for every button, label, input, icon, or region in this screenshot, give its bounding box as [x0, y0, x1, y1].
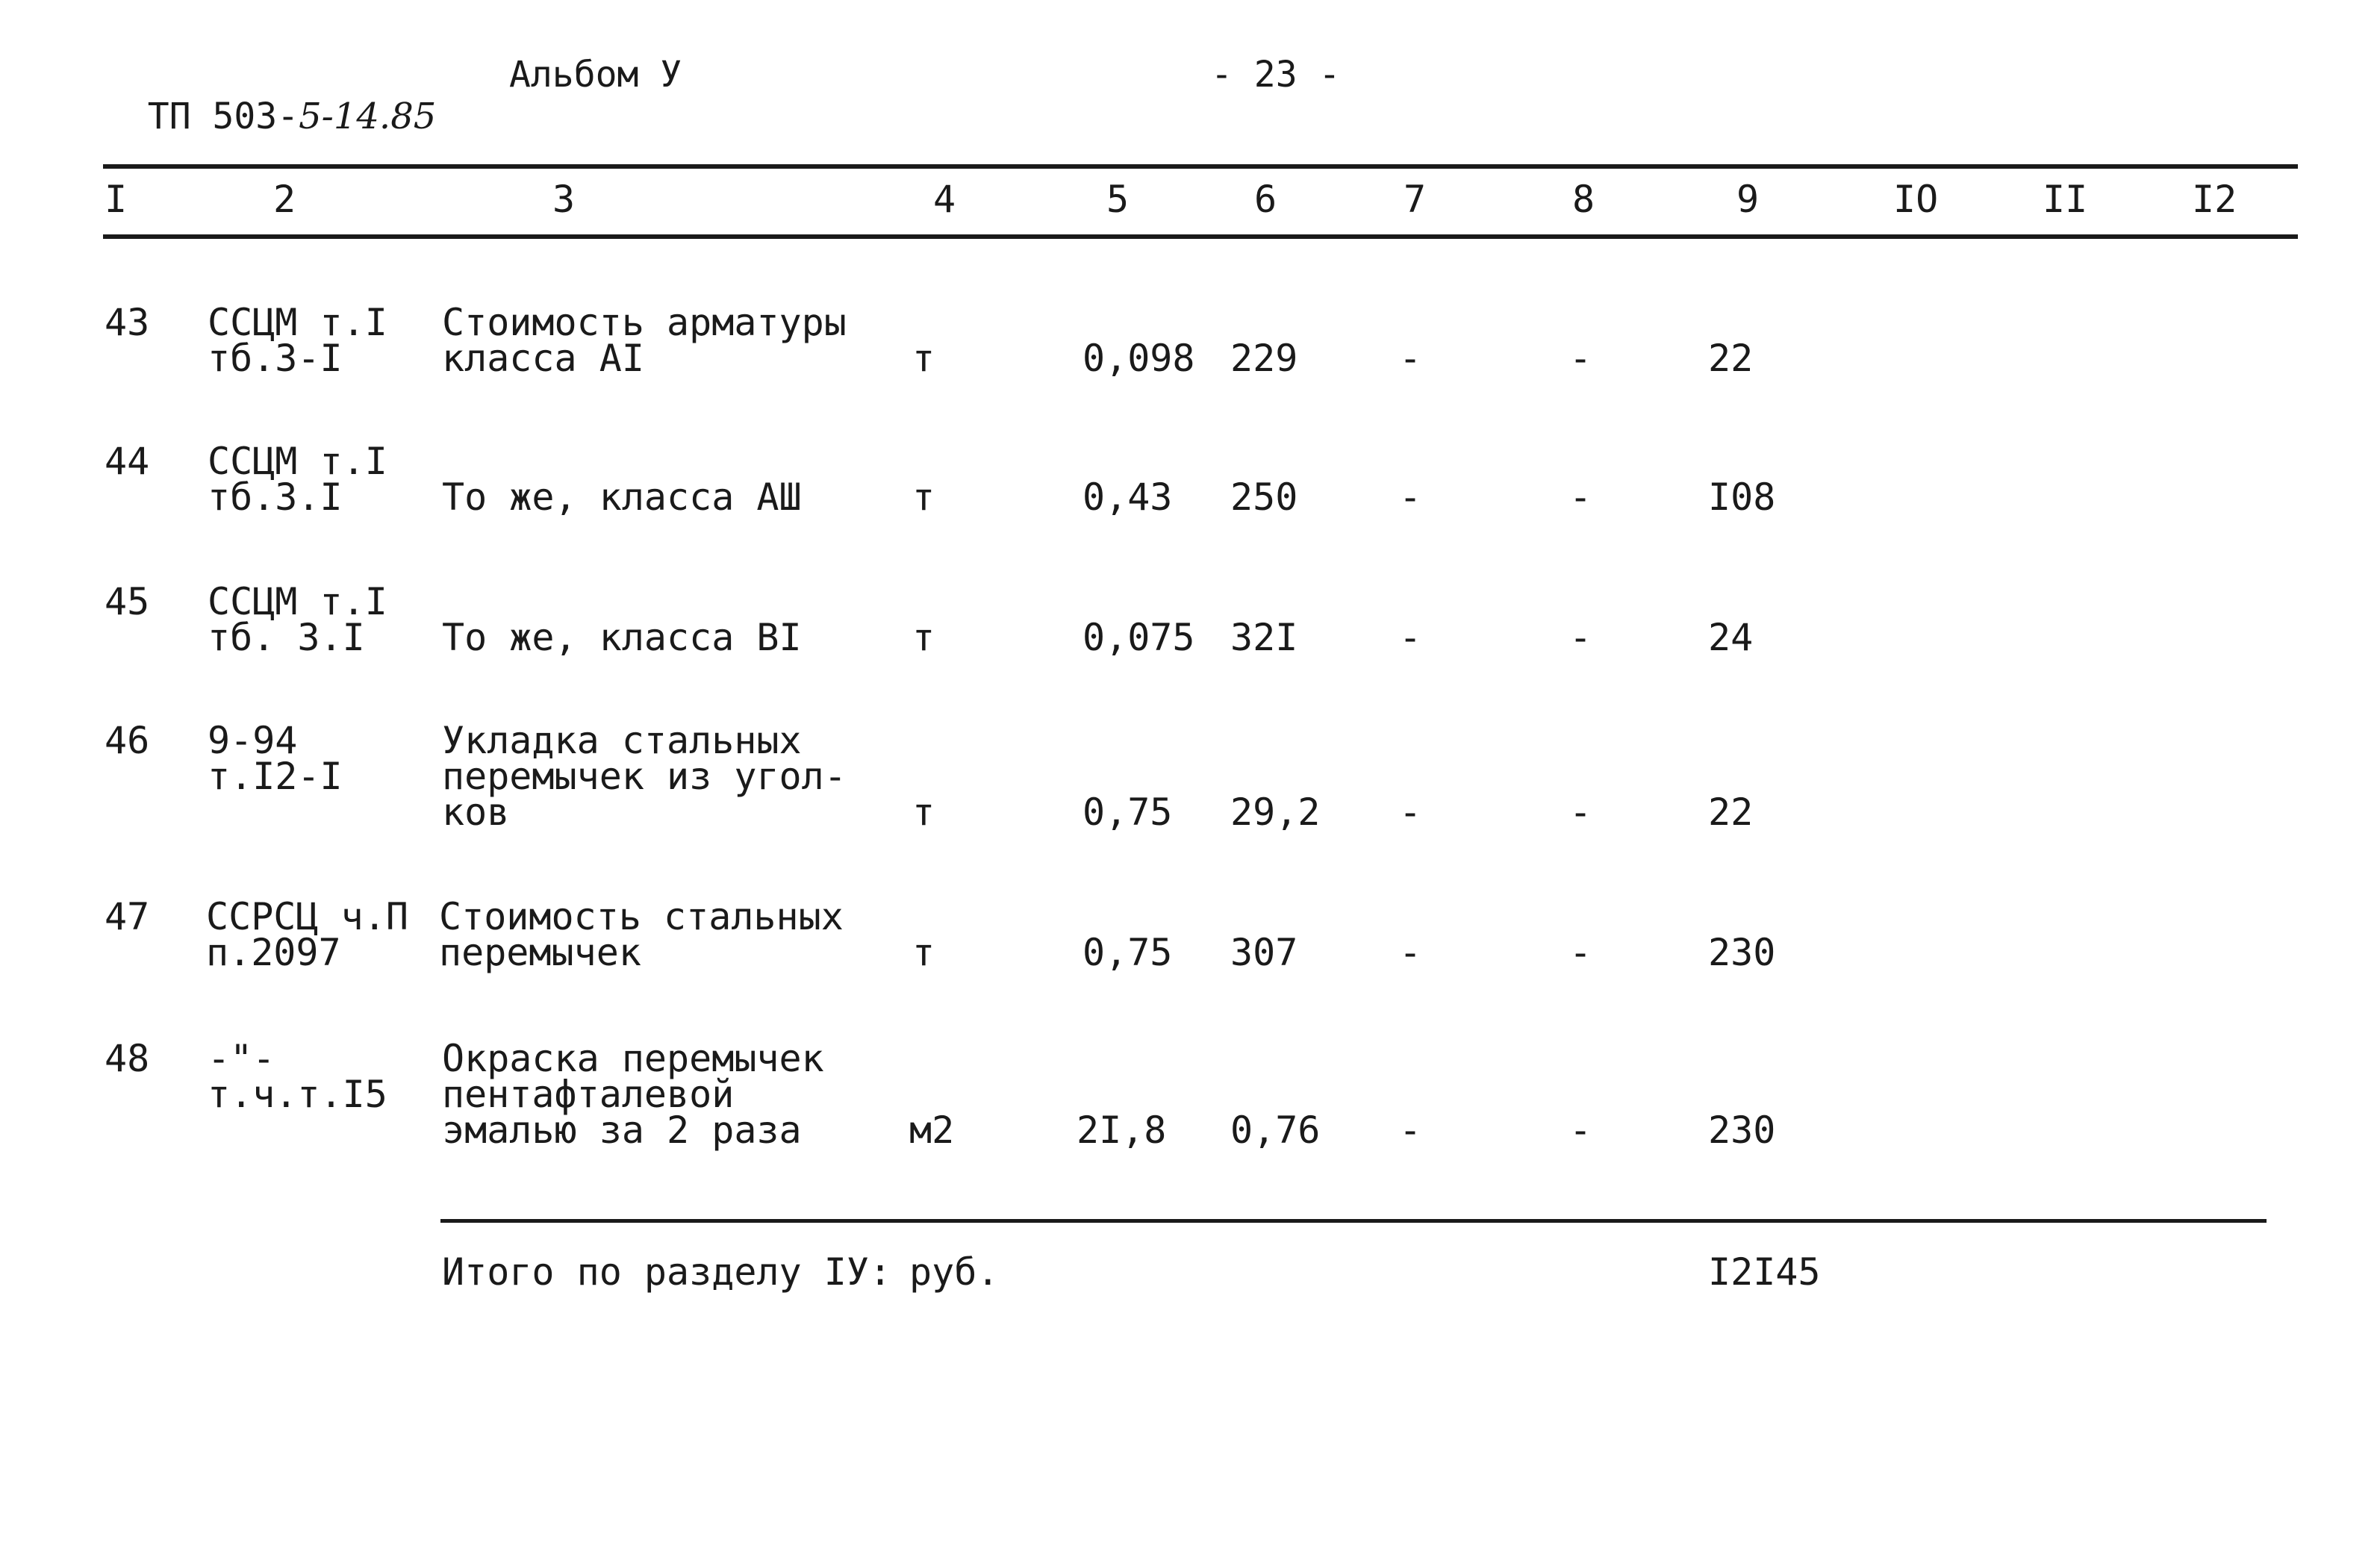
- quantity: 0,75: [1082, 931, 1173, 974]
- description-line: Укладка стальных: [442, 719, 802, 762]
- unit: м2: [909, 1109, 955, 1152]
- total-cost: 230: [1708, 1109, 1776, 1152]
- reference-line: ССЦМ т.I: [208, 301, 387, 344]
- unit-price: 250: [1230, 476, 1298, 519]
- description-line: То же, класса АШ: [442, 476, 802, 519]
- row-number: 47: [105, 895, 150, 938]
- reference-line: тб.3-I: [208, 337, 343, 380]
- reference-line: тб.3.I: [208, 476, 343, 519]
- description-line: перемычек из угол-: [442, 755, 847, 798]
- column-header-8: 8: [1572, 178, 1595, 221]
- description-line: перемычек: [439, 931, 641, 974]
- total-cost: I08: [1708, 476, 1776, 519]
- album-label: Альбом У: [509, 54, 682, 96]
- reference-line: п.2097: [206, 931, 341, 974]
- document-code: [105, 54, 436, 137]
- column-header-7: 7: [1404, 178, 1427, 221]
- description-line: эмалью за 2 раза: [442, 1109, 802, 1152]
- description-line: ков: [442, 791, 510, 834]
- column-header-1: I: [105, 178, 128, 221]
- column-7-value: -: [1399, 791, 1422, 834]
- unit-price: 0,76: [1230, 1109, 1321, 1152]
- column-8-value: -: [1569, 931, 1592, 974]
- column-header-9: 9: [1736, 178, 1760, 221]
- quantity: 0,075: [1082, 616, 1195, 659]
- unit: т: [912, 337, 935, 380]
- quantity: 2I,8: [1077, 1109, 1167, 1152]
- column-header-5: 5: [1106, 178, 1130, 221]
- unit-price: 29,2: [1230, 791, 1321, 834]
- description-line: пентафталевой: [442, 1073, 735, 1116]
- column-8-value: -: [1569, 476, 1592, 519]
- total-cost: 22: [1708, 791, 1754, 834]
- row-number: 43: [105, 301, 150, 344]
- row-number: 46: [105, 719, 150, 762]
- column-header-10: IO: [1893, 178, 1939, 221]
- reference-line: 9-94: [208, 719, 298, 762]
- description-line: То же, класса BI: [442, 616, 802, 659]
- column-7-value: -: [1399, 616, 1422, 659]
- document-code-handwritten: 5-14.85: [299, 96, 437, 137]
- reference-line: ССЦМ т.I: [208, 580, 387, 623]
- row-number: 44: [105, 440, 150, 483]
- column-8-value: -: [1569, 616, 1592, 659]
- quantity: 0,098: [1082, 337, 1195, 380]
- column-7-value: -: [1399, 337, 1422, 380]
- summary-unit: руб.: [909, 1250, 1000, 1294]
- reference-line: ССЦМ т.I: [208, 440, 387, 483]
- summary-rule: [440, 1219, 2267, 1223]
- reference-line: -"-: [208, 1037, 275, 1080]
- summary-label: Итого по разделу IУ:: [442, 1250, 892, 1294]
- description-line: класса AI: [442, 337, 644, 380]
- column-header-3: 3: [552, 178, 576, 221]
- column-7-value: -: [1399, 1109, 1422, 1152]
- unit: т: [912, 791, 935, 834]
- row-number: 48: [105, 1037, 150, 1080]
- column-8-value: -: [1569, 337, 1592, 380]
- column-8-value: -: [1569, 1109, 1592, 1152]
- column-header-11: II: [2043, 178, 2088, 221]
- column-header-2: 2: [273, 178, 296, 221]
- column-header-6: 6: [1254, 178, 1277, 221]
- quantity: 0,75: [1082, 791, 1173, 834]
- summary-total: I2I45: [1708, 1250, 1821, 1294]
- document-code-printed: ТП 503-: [147, 96, 299, 137]
- table-header-rule: [103, 234, 2298, 239]
- table-top-rule: [103, 164, 2298, 169]
- page-number: - 23 -: [1211, 54, 1341, 96]
- total-cost: 24: [1708, 616, 1754, 659]
- unit-price: 307: [1230, 931, 1298, 974]
- unit-price: 32I: [1230, 616, 1298, 659]
- column-7-value: -: [1399, 476, 1422, 519]
- quantity: 0,43: [1082, 476, 1173, 519]
- row-number: 45: [105, 580, 150, 623]
- column-7-value: -: [1399, 931, 1422, 974]
- description-line: Стоимость стальных: [439, 895, 844, 938]
- column-8-value: -: [1569, 791, 1592, 834]
- unit-price: 229: [1230, 337, 1298, 380]
- unit: т: [912, 616, 935, 659]
- unit: т: [912, 476, 935, 519]
- unit: т: [912, 931, 935, 974]
- description-line: Окраска перемычек: [442, 1037, 824, 1080]
- reference-line: т.ч.т.I5: [208, 1073, 387, 1116]
- reference-line: ССРСЦ ч.П: [206, 895, 408, 938]
- reference-line: тб. 3.I: [208, 616, 365, 659]
- reference-line: т.I2-I: [208, 755, 343, 798]
- total-cost: 230: [1708, 931, 1776, 974]
- total-cost: 22: [1708, 337, 1754, 380]
- description-line: Стоимость арматуры: [442, 301, 847, 344]
- column-header-4: 4: [933, 178, 956, 221]
- column-header-12: I2: [2192, 178, 2237, 221]
